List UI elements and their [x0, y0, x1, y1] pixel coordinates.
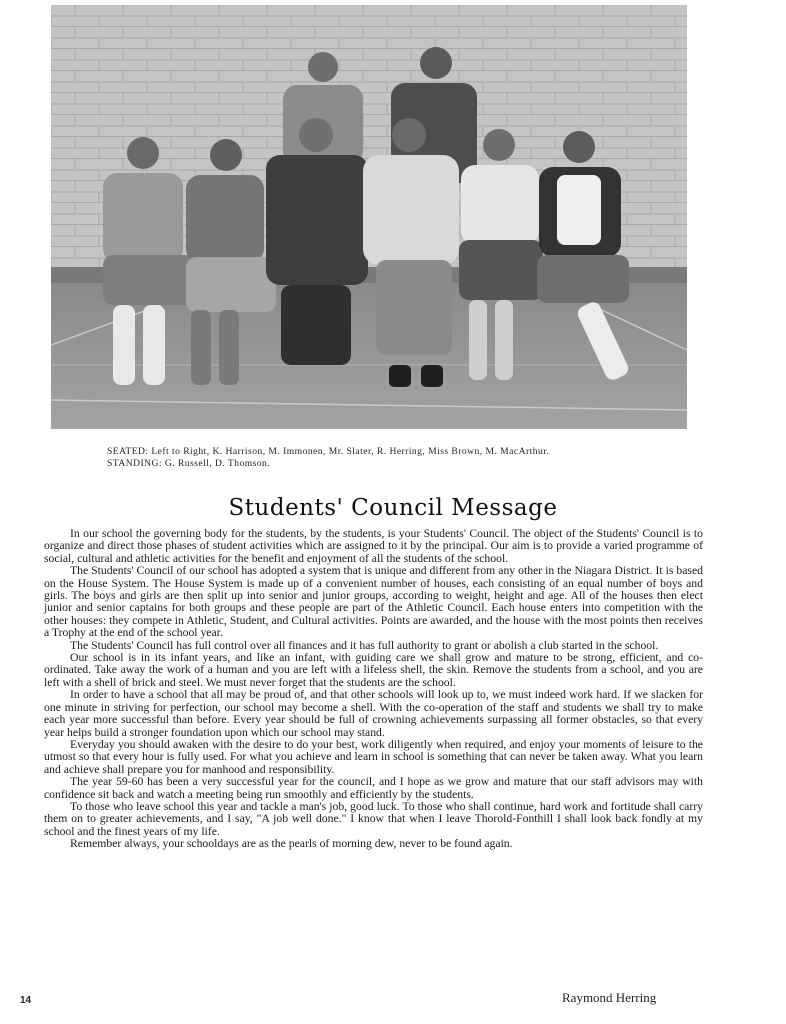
seated-person-4: [363, 118, 459, 387]
group-photo: [51, 5, 687, 429]
paragraph: Remember always, your schooldays are as the pearls of morning dew, never to be found again.: [70, 837, 513, 851]
paragraph: In order to have a school that all may be proud of, and that other schools will look up to, we must indeed work hard. If we slacken for one minute in striving for perfection, our school may become a shell. With the co-operation of the staff and students we shall try to make each year more successful than before. Every year should be full of crowning achievements surpassing all former obstacles, so that every year helps build a stronger foundation upon which our school may stand.: [44, 688, 703, 739]
paragraph: To those who leave school this year and tackle a man's job, good luck. To those who shall continue, hard work and fortitude shall carry them on to greater achievements, and I say, "A job well done." I know that when I leave Thorold-Fonthill I shall look back fondly at my school and the finest years of my life.: [44, 799, 703, 838]
paragraph: Our school is in its infant years, and like an infant, with guiding care we shall grow and mature to be strong, efficient, and co-ordinated. Take away the work of a human and you are left with a lifeless shell, the skin. Remove the students from a school, and you are left with a shell of brick and steel. We must never forget that the students are the school.: [44, 651, 703, 689]
paragraph: Everyday you should awaken with the desire to do your best, work diligently when required, and enjoy your moments of leisure to the utmost so that every hour is fully used. For what you achieve and learn in school is something that can never be taken away. What you learn and achieve shall prepare you for manhood and responsibility.: [44, 737, 703, 776]
message-body: [44, 528, 703, 851]
author-signature: Raymond Herring: [562, 990, 657, 1005]
paragraph: The year 59-60 has been a very successful year for the council, and I hope as we grow and mature that our staff advisors may with confidence sit back and watch a meeting being run smoothly and efficiently by the students.: [44, 775, 703, 801]
caption-standing: STANDING: G. Russell, D. Thomson.: [107, 458, 271, 469]
page-number: 14: [20, 995, 32, 1006]
paragraph: The Students' Council has full control over all finances and it has full authority to grant or abolish a club started in the school.: [70, 638, 659, 652]
caption-seated: SEATED: Left to Right, K. Harrison, M. Immonen, Mr. Slater, R. Herring, Miss Brown, M. MacArthur.: [107, 446, 550, 457]
paragraph: In our school the governing body for the students, by the students, is your Students' Council. The object of the Students' Council is to organize and direct those phases of student activities which are assigned to it by the principal. Our aim is to provide a varied programme of social, cultural and athletic activities for the benefit and enjoyment of all the students of the school.: [44, 527, 703, 565]
group-photo-icon: [51, 5, 687, 429]
paragraph: The Students' Council of our school has adopted a system that is unique and different from any other in the Niagara District. It is based on the House System. The House System is made up of a convenient number of houses, each consisting of an equal number of boys and girls. The boys and girls are then split up into senior and junior groups, according to weight, height and age. All of the houses then elect junior and senior captains for both groups and these people are part of the Athletic Council. Each house enters into competition with the other houses: they compete in Athletic, Student, and Cultural activities. Points are awarded, and the house with the most points then receives a Trophy at the end of the school year.: [44, 564, 703, 640]
page-title: Students' Council Message: [228, 495, 558, 521]
photo-caption: [107, 446, 707, 470]
